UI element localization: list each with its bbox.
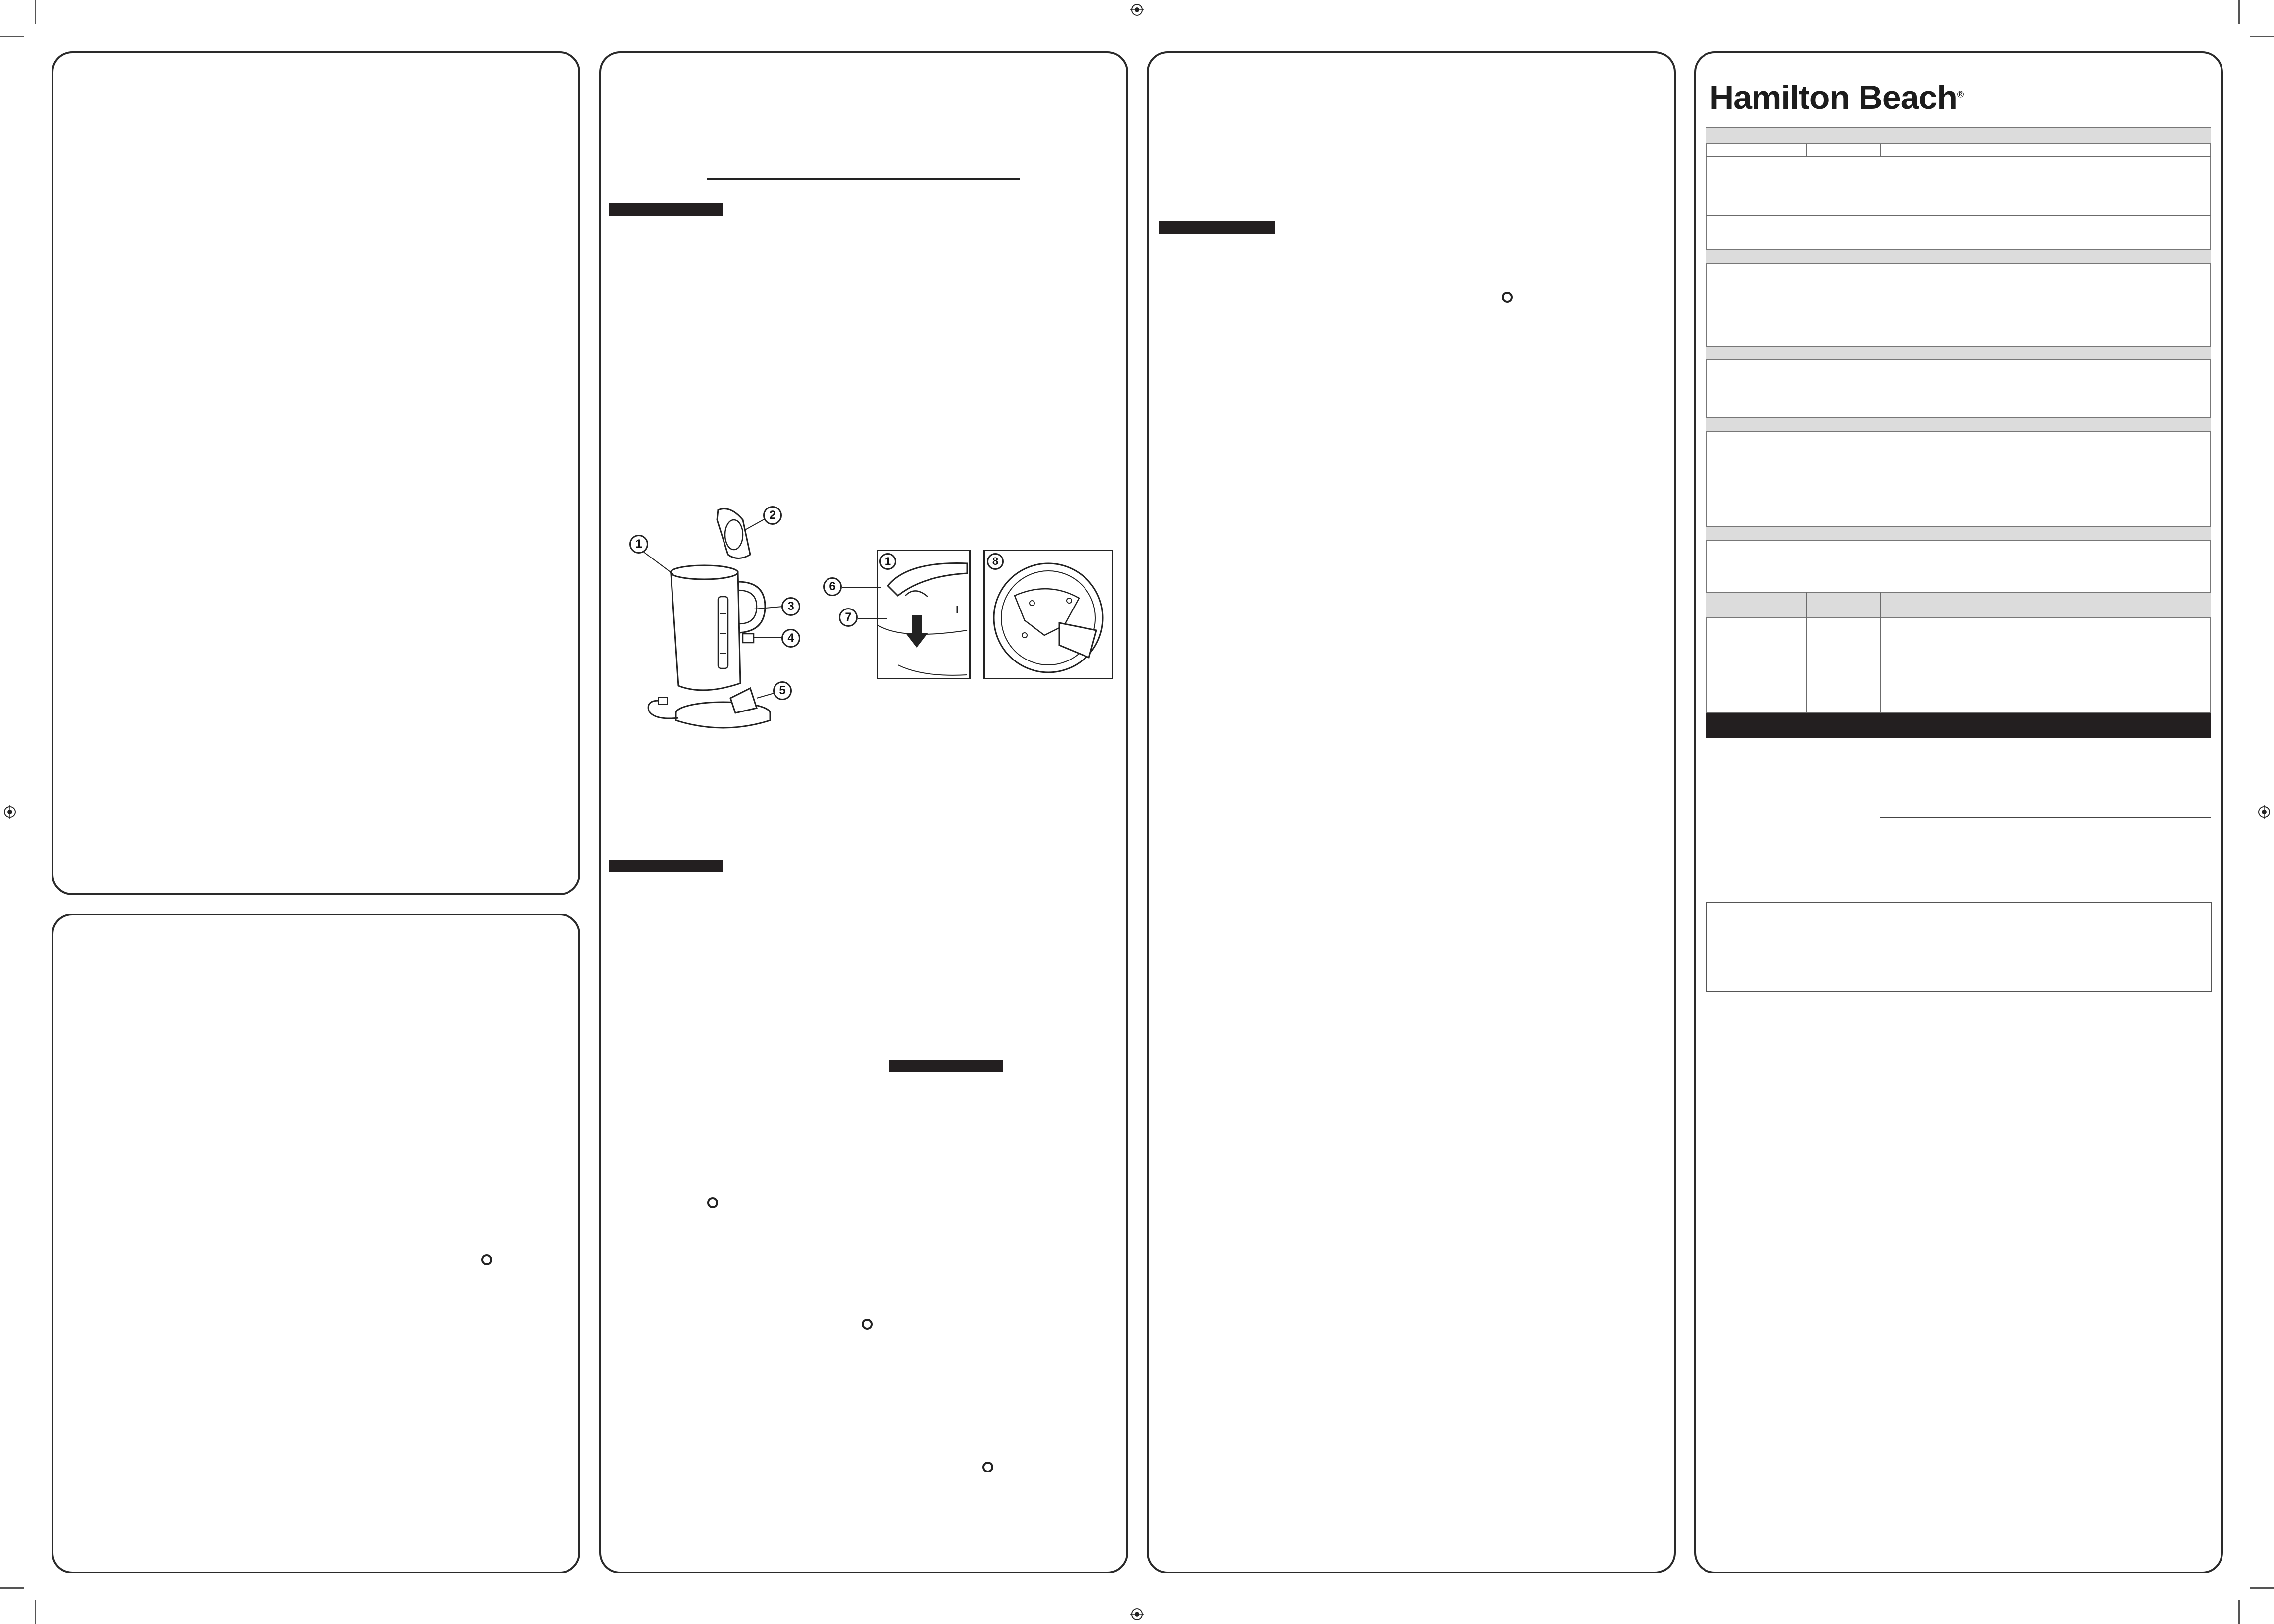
brand-logo [1709,78,1963,117]
table-section-band [1706,249,2211,264]
table-col-line [1806,144,1807,156]
callout-5: 5 [773,681,792,700]
registration-mark-right [2257,805,2272,819]
crop-mark-top-right-v [2238,0,2240,24]
panel-3 [1147,51,1676,1573]
crop-mark-top-right-h [2250,36,2274,37]
registration-mark-left [2,805,17,819]
callout-7-leader [858,618,887,619]
callout-7: 7 [839,608,858,627]
crop-mark-bottom-left-h [0,1587,24,1589]
detail-figure-badge-8: 8 [987,553,1004,570]
panel-2 [599,51,1128,1573]
table-row-line [1706,215,2211,216]
table-col-line [1880,592,1881,713]
notice-box [1706,902,2212,992]
degree-symbol [862,1319,873,1330]
panel-1-bottom [52,914,580,1573]
brand-logo-text: Hamilton Beach [1709,79,1957,116]
registered-mark: ® [1957,89,1964,100]
table-col-line [1880,144,1881,156]
callout-3: 3 [781,597,800,616]
table-subheader-band [1706,592,2211,618]
crop-mark-top-left-v [35,0,36,24]
degree-symbol [707,1197,718,1208]
registration-mark-bottom [1130,1607,1144,1622]
registration-mark-top [1130,2,1144,17]
signature-line [1880,817,2211,818]
parts-table [1706,127,2211,738]
section-heading-bar [609,203,723,216]
panel-1-top [52,51,580,895]
crop-mark-bottom-right-h [2250,1587,2274,1589]
section-heading-bar [1159,221,1275,234]
callout-6: 6 [823,577,842,596]
callout-4: 4 [781,629,800,648]
table-col-line [1806,592,1807,713]
table-section-band [1706,526,2211,541]
callout-6-leader [842,587,881,588]
crop-mark-bottom-right-v [2238,1600,2240,1624]
kettle-illustration [624,500,802,733]
degree-symbol [481,1254,492,1265]
detail-figure-base [983,550,1113,679]
table-footer-bar [1706,713,2211,738]
degree-symbol [1502,292,1513,303]
section-heading-bar [609,860,723,872]
callout-1: 1 [629,535,648,554]
degree-symbol [982,1462,993,1472]
title-underline [707,178,1020,180]
section-heading-bar [889,1060,1003,1072]
crop-mark-top-left-h [0,36,24,37]
detail-figure-badge-1: 1 [879,553,896,570]
callout-2: 2 [763,506,782,525]
table-section-band [1706,346,2211,360]
table-header-band [1706,127,2211,144]
table-section-band [1706,417,2211,432]
table-row-line [1706,156,2211,157]
crop-mark-bottom-left-v [35,1600,36,1624]
